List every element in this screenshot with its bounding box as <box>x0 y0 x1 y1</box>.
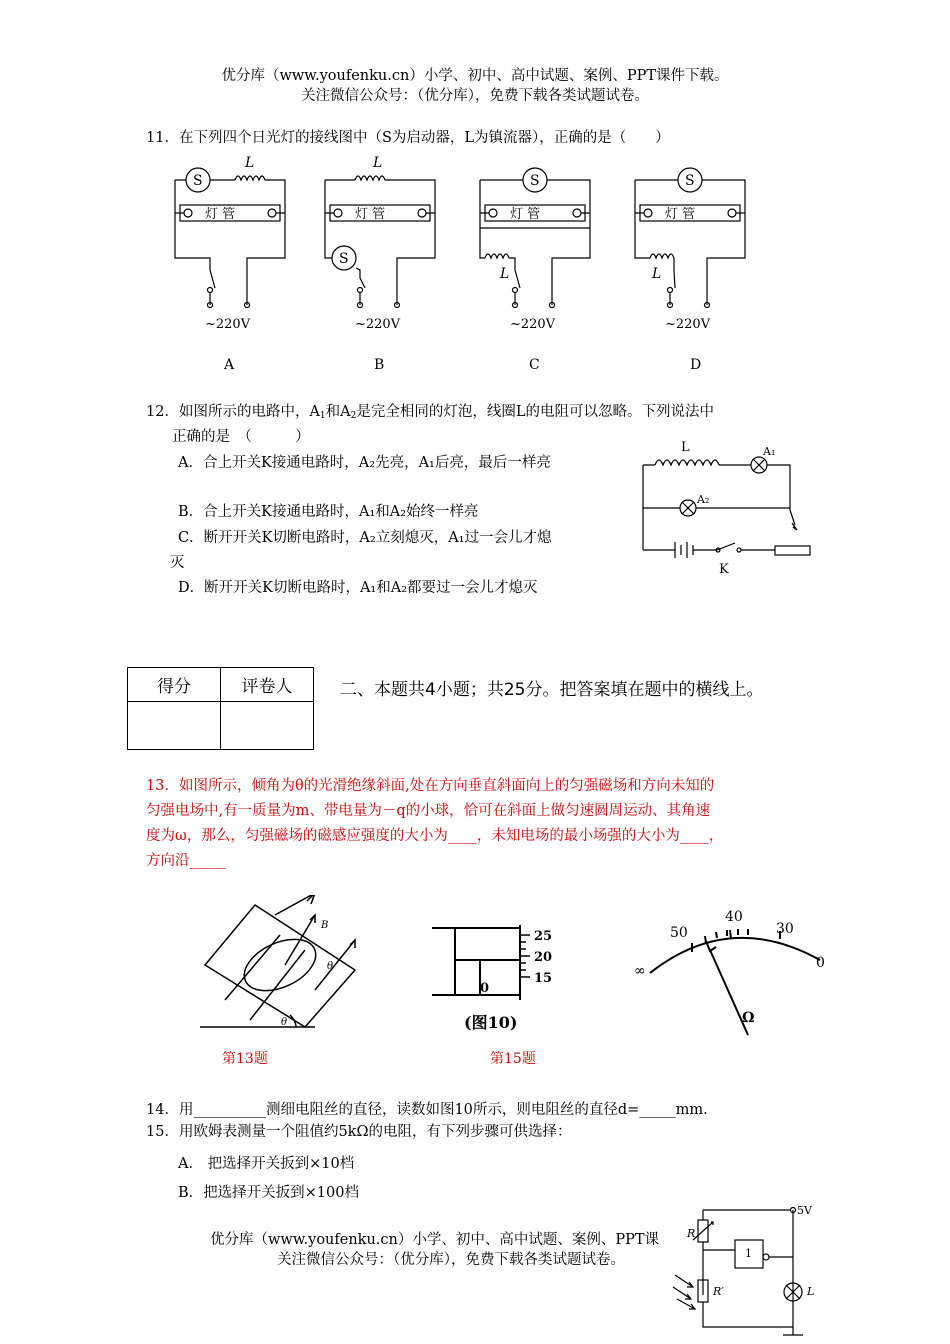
d-voltage: ~220V <box>665 317 711 332</box>
fig10-micrometer <box>430 920 570 1040</box>
logic-rp-label: R′ <box>713 1285 724 1298</box>
q13-line1: 13．如图所示，倾角为θ的光滑绝缘斜面,处在方向垂直斜面向上的匀强磁场和方向未知的 <box>146 778 715 794</box>
micro-zero: 0 <box>480 981 490 996</box>
fig12-a1-label: A₁ <box>763 445 776 458</box>
q12-option-c-line2: 灭 <box>170 555 185 571</box>
q15-option-b: B．把选择开关扳到×100档 <box>178 1185 359 1201</box>
caption-q13: 第13题 <box>222 1051 268 1067</box>
logic-r-label: R <box>687 1227 696 1240</box>
q13-line2: 匀强电场中,有一质量为m、带电量为－q的小球，恰可在斜面上做匀速圆周运动、其角速 <box>146 803 711 819</box>
c-tube-label: 灯 管 <box>510 207 541 222</box>
q11-circuit-diagrams <box>160 150 760 380</box>
micro-tick-25: 25 <box>534 929 553 944</box>
score-label: 得分 <box>128 668 221 702</box>
q15-option-a: A． 把选择开关扳到×10档 <box>178 1156 355 1172</box>
logic-5v: 5V <box>797 1204 812 1217</box>
b-voltage: ~220V <box>355 317 401 332</box>
header-line-2: 关注微信公众号：（优分库），免费下载各类试题试卷。 <box>301 88 649 104</box>
ohm-tick-0: 0 <box>816 955 825 971</box>
ohm-symbol: Ω <box>742 1010 755 1026</box>
option-c-label: C <box>529 357 540 373</box>
q12-stem-line2: 正确的是 （ ） <box>172 429 310 445</box>
b-starter-label: S <box>339 251 349 267</box>
logic-circuit-figure <box>665 1195 835 1344</box>
fig13-incline <box>195 895 365 1035</box>
b-ballast-label: L <box>373 155 383 171</box>
q13-line3: 度为ω，那么，匀强磁场的磁感应强度的大小为____，未知电场的最小场强的大小为____， <box>146 828 724 844</box>
ohmmeter-dial <box>630 905 835 1045</box>
micro-tick-15: 15 <box>534 971 553 986</box>
grader-label: 评卷人 <box>221 668 314 702</box>
fig13-theta-bottom: θ <box>281 1017 288 1028</box>
fig13-theta-top: θ <box>327 961 334 972</box>
q12-stem-a: 12．如图所示的电路中，A <box>146 404 320 420</box>
q12-stem-c: 是完全相同的灯泡，线圈L的电阻可以忽略。下列说法中 <box>356 404 715 420</box>
micro-tick-20: 20 <box>534 950 553 965</box>
d-ballast-label: L <box>652 266 662 282</box>
q12-option-a: A．合上开关K接通电路时，A₂先亮，A₁后亮，最后一样亮 <box>178 455 551 471</box>
logic-gate-label: 1 <box>745 1247 752 1260</box>
ohm-tick-50: 50 <box>670 925 688 941</box>
q12-option-b: B．合上开关K接通电路时，A₁和A₂始终一样亮 <box>178 504 479 520</box>
option-b-label: B <box>374 357 385 373</box>
fig12-l-label: L <box>681 440 690 455</box>
d-starter-label: S <box>685 173 695 189</box>
q12-sub1: 1 <box>319 411 326 421</box>
circuit-a <box>175 168 285 308</box>
option-a-label: A <box>224 357 235 373</box>
a-starter-label: S <box>193 173 203 189</box>
option-d-label: D <box>690 357 702 373</box>
q13-line4: 方向沿_____ <box>146 853 226 869</box>
fig12-a2-label: A₂ <box>697 493 710 506</box>
q11-stem: 11．在下列四个日光灯的接线图中（S为启动器，L为镇流器），正确的是（ ） <box>146 130 670 146</box>
q12-stem-line1 <box>146 400 714 421</box>
q14-text: 14．用__________测细电阻丝的直径，读数如图10所示，则电阻丝的直径d=_____mm. <box>146 1102 708 1118</box>
a-ballast-label: L <box>245 155 255 171</box>
q12-option-c-line1: C．断开开关K切断电路时，A₂立刻熄灭，A₁过一会儿才熄 <box>178 530 552 546</box>
c-voltage: ~220V <box>510 317 556 332</box>
ohm-tick-30: 30 <box>776 921 794 937</box>
circuit-b <box>325 176 435 308</box>
logic-l-label: L <box>807 1285 815 1298</box>
q12-option-d: D．断开开关K切断电路时，A₁和A₂都要过一会儿才熄灭 <box>178 580 538 596</box>
b-tube-label: 灯 管 <box>355 207 386 222</box>
q12-sub2: 2 <box>350 411 357 421</box>
footer-line-2: 关注微信公众号：（优分库），免费下载各类试题试卷。 <box>277 1252 625 1268</box>
header-line-1: 优分库（www.youfenku.cn）小学、初中、高中试题、案例、PPT课件下载。 <box>221 68 729 84</box>
fig13-b-label: B <box>321 920 329 931</box>
grader-cell[interactable] <box>221 702 314 750</box>
fig10-caption: (图10) <box>464 1013 518 1032</box>
a-tube-label: 灯 管 <box>205 207 236 222</box>
score-cell[interactable] <box>128 702 221 750</box>
ohm-tick-40: 40 <box>725 909 743 925</box>
caption-q15: 第15题 <box>490 1051 536 1067</box>
score-table <box>127 667 314 750</box>
q12-stem-b: 和A <box>325 404 351 420</box>
a-voltage: ~220V <box>205 317 251 332</box>
section2-title: 二、本题共4小题；共25分。把答案填在题中的横线上。 <box>340 680 764 700</box>
d-tube-label: 灯 管 <box>665 207 696 222</box>
c-starter-label: S <box>530 173 540 189</box>
fig12-k-label: K <box>719 562 729 577</box>
q12-circuit-diagram <box>635 435 820 580</box>
c-ballast-label: L <box>500 266 510 282</box>
footer-line-1: 优分库（www.youfenku.cn）小学、初中、高中试题、案例、PPT课 <box>210 1232 660 1248</box>
q15-text: 15．用欧姆表测量一个阻值约5kΩ的电阻，有下列步骤可供选择： <box>146 1124 572 1140</box>
ohm-tick-infinity: ∞ <box>634 963 646 979</box>
